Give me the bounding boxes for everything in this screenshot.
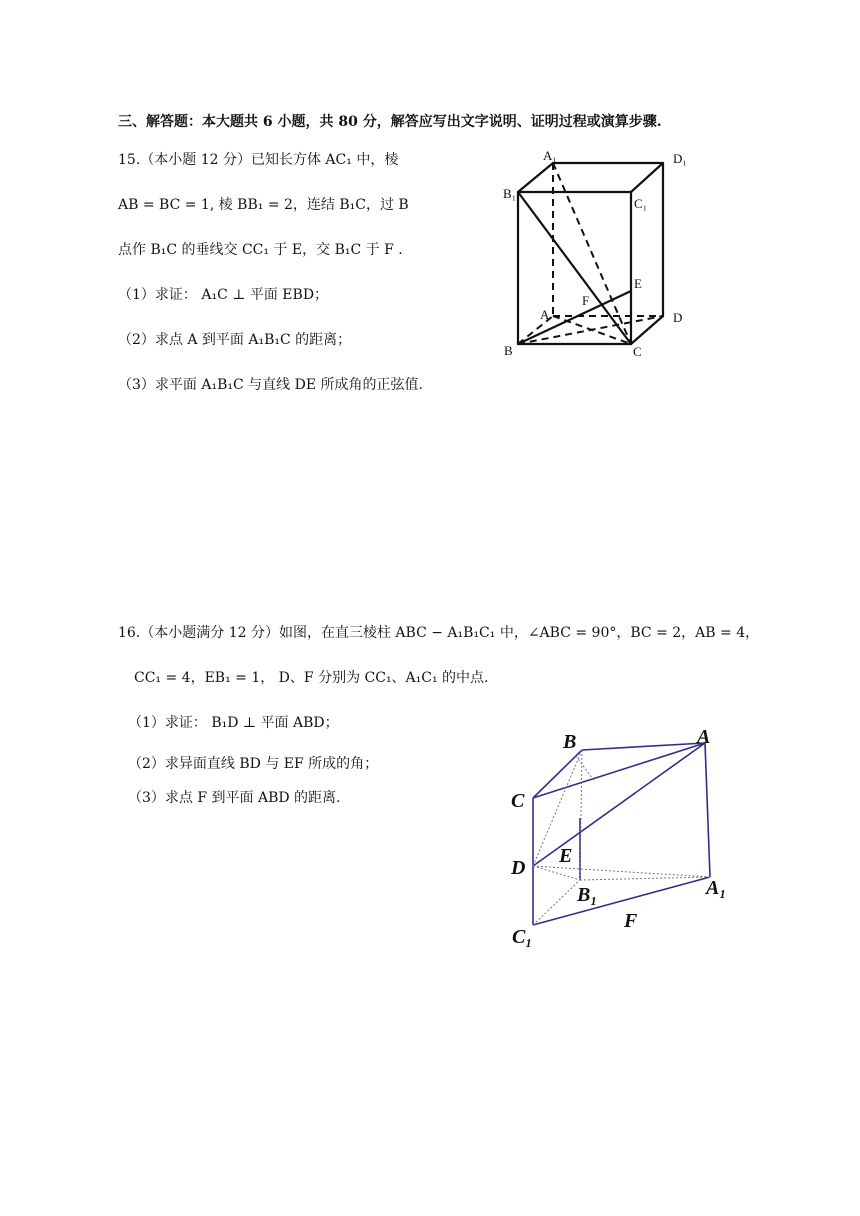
label-A: A: [540, 307, 550, 322]
label-C1: C₁: [634, 196, 648, 211]
label-B: B: [563, 731, 577, 753]
label-A: A: [697, 726, 711, 748]
section-heading: 三、解答题：本大题共 6 小题，共 80 分，解答应写出文字说明、证明过程或演算步骤.: [118, 114, 662, 130]
problem16-line2: CC₁ = 4，EB₁ = 1， D、F 分别为 CC₁、A₁C₁ 的中点.: [134, 670, 489, 686]
label-D1: D₁: [673, 151, 687, 166]
label-B1: B₁: [503, 186, 517, 201]
prism-solid-edges: [533, 743, 710, 925]
problem16-line1: 16.（本小题满分 12 分）如图，在直三棱柱 ABC − A₁B₁C₁ 中，∠ABC = 90°，BC = 2，AB = 4，: [118, 625, 760, 641]
prism-hidden-edges: [533, 750, 710, 925]
label-D: D: [673, 310, 683, 325]
label-C1: C₁: [512, 926, 533, 948]
problem15-line3: 点作 B₁C 的垂线交 CC₁ 于 E，交 B₁C 于 F .: [118, 242, 403, 258]
problem15-line1: 15.（本小题 12 分）已知长方体 AC₁ 中，棱: [118, 152, 399, 168]
problem15-question2: （2）求点 A 到平面 A₁B₁C 的距离；: [118, 332, 352, 348]
label-E: E: [634, 276, 642, 291]
figure-cuboid: [495, 140, 705, 370]
label-A1: A₁: [706, 877, 727, 899]
problem15-line2: AB = BC = 1, 棱 BB₁ = 2，连结 B₁C，过 B: [118, 197, 409, 213]
label-E: E: [559, 845, 573, 867]
figure-prism: [505, 725, 740, 955]
label-F: F: [582, 293, 590, 308]
label-D: D: [511, 857, 526, 879]
label-B: B: [504, 343, 513, 358]
label-B1: B₁: [577, 884, 598, 906]
label-C: C: [633, 344, 642, 359]
label-C: C: [511, 790, 525, 812]
label-F: F: [624, 910, 638, 932]
problem16-question2: （2）求异面直线 BD 与 EF 所成的角；: [128, 756, 379, 772]
label-A1: A₁: [543, 148, 557, 163]
problem16-question3: （3）求点 F 到平面 ABD 的距离.: [128, 790, 341, 806]
problem15-question1: （1）求证： A₁C ⊥ 平面 EBD；: [118, 287, 329, 303]
problem16-question1: （1）求证： B₁D ⊥ 平面 ABD；: [128, 715, 339, 731]
problem15-question3: （3）求平面 A₁B₁C 与直线 DE 所成角的正弦值.: [118, 377, 423, 393]
